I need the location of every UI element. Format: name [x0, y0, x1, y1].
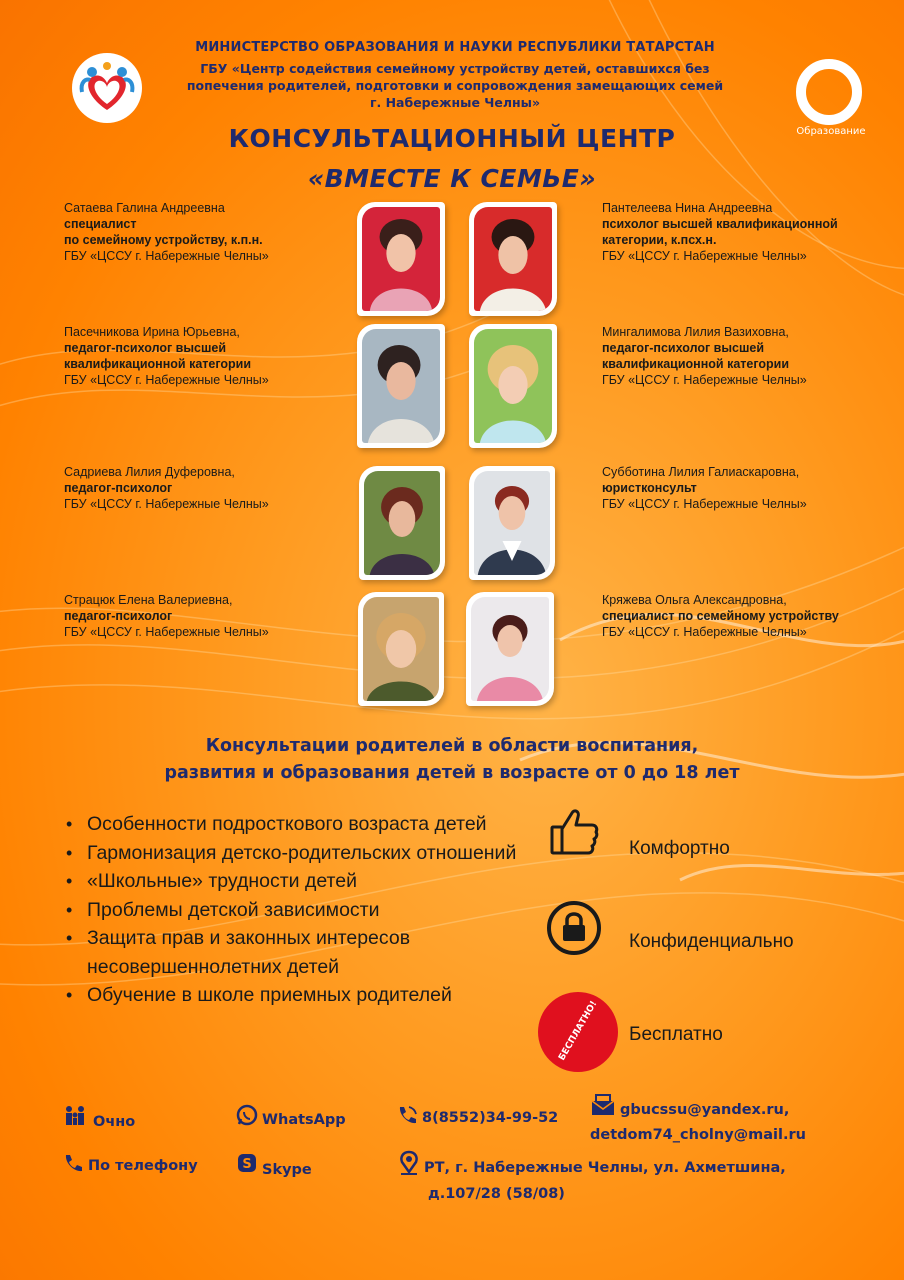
staff-photo	[358, 592, 444, 706]
staff-photo	[469, 324, 557, 448]
staff-role: педагог-психолог	[64, 609, 173, 623]
staff-card	[64, 200, 354, 264]
staff-role: специалист по семейному устройству	[602, 609, 839, 623]
phone-call-icon	[62, 1152, 84, 1174]
staff-role: специалист по семейному устройству, к.п.н.	[64, 217, 263, 247]
list-item: • «Школьные» трудности детей	[64, 867, 534, 896]
contact-skype: Skype	[262, 1162, 312, 1178]
staff-card	[64, 324, 354, 388]
staff-name: Субботина Лилия Галиаскаровна,	[602, 465, 800, 479]
staff-photo	[469, 202, 557, 316]
staff-role: психолог высшей квалификационной категории, к.псх.н.	[602, 217, 838, 247]
center-logo-icon	[66, 52, 148, 124]
svg-text:S: S	[242, 1157, 252, 1172]
feature-label: Конфиденциально	[629, 931, 794, 952]
list-item: • Проблемы детской зависимости	[64, 896, 534, 925]
staff-role: педагог-психолог	[64, 481, 173, 495]
stamp-text: БЕСПЛАТНО!	[557, 999, 600, 1063]
staff-photo	[359, 466, 445, 580]
organization-heading	[150, 60, 760, 111]
page-title: КОНСУЛЬТАЦИОННЫЙ ЦЕНТР	[228, 124, 676, 153]
organization-line: попечения родителей, подготовки и сопровождения замещающих семей	[186, 78, 724, 93]
topics-list	[64, 810, 534, 1010]
location-pin-icon	[398, 1150, 420, 1176]
staff-name: Пасечникова Ирина Юрьевна,	[64, 325, 240, 339]
staff-organization: ГБУ «ЦССУ г. Набережные Челны»	[602, 373, 807, 387]
staff-card	[602, 464, 892, 512]
staff-role: педагог-психолог высшей квалификационной категории	[602, 341, 790, 371]
thumbs-up-icon	[548, 805, 600, 857]
staff-card	[602, 324, 892, 388]
staff-organization: ГБУ «ЦССУ г. Набережные Челны»	[602, 249, 807, 263]
staff-name: Мингалимова Лилия Вазиховна,	[602, 325, 789, 339]
list-item: • Особенности подросткового возраста детей	[64, 810, 534, 839]
staff-organization: ГБУ «ЦССУ г. Набережные Челны»	[602, 497, 807, 511]
staff-photo	[466, 592, 554, 706]
contact-in-person: Очно	[93, 1114, 136, 1130]
list-item: • Защита прав и законных интересов несовершеннолетних детей	[64, 924, 534, 981]
staff-name: Пантелеева Нина Андреевна	[602, 201, 773, 215]
feature-label: Бесплатно	[629, 1024, 723, 1045]
staff-organization: ГБУ «ЦССУ г. Набережные Челны»	[64, 373, 269, 387]
staff-name: Сатаева Галина Андреевна	[64, 201, 225, 215]
skype-icon	[236, 1152, 258, 1174]
contact-email[interactable]: detdom74_cholny@mail.ru	[590, 1127, 806, 1143]
staff-role: юристконсульт	[602, 481, 697, 495]
list-item: • Гармонизация детско-родительских отношений	[64, 839, 534, 868]
contact-by-phone: По телефону	[88, 1158, 198, 1174]
staff-name: Страцюк Елена Валериевна,	[64, 593, 233, 607]
email-icon	[590, 1093, 616, 1117]
staff-photo	[469, 466, 555, 580]
whatsapp-icon	[236, 1104, 258, 1126]
staff-organization: ГБУ «ЦССУ г. Набережные Челны»	[64, 249, 269, 263]
ministry-heading: МИНИСТЕРСТВО ОБРАЗОВАНИЯ И НАУКИ РЕСПУБЛИКИ ТАТАРСТАН	[195, 40, 715, 55]
staff-name: Садриева Лилия Дуферовна,	[64, 465, 235, 479]
staff-name: Кряжева Ольга Александровна,	[602, 593, 787, 607]
contact-phone[interactable]: 8(8552)34-99-52	[422, 1110, 559, 1126]
education-logo-text: Образование	[796, 126, 866, 137]
staff-card	[602, 200, 892, 264]
contact-address: РТ, г. Набережные Челны, ул. Ахметшина,	[424, 1160, 786, 1176]
consultation-heading-line: развития и образования детей в возрасте от 0 до 18 лет	[164, 763, 740, 783]
organization-line: г. Набережные Челны»	[369, 95, 541, 110]
organization-line: ГБУ «Центр содействия семейному устройству детей, оставшихся без	[200, 61, 710, 76]
staff-card	[64, 464, 354, 512]
free-stamp-icon	[536, 990, 620, 1074]
contact-whatsapp: WhatsApp	[262, 1112, 346, 1128]
feature-label: Комфортно	[629, 838, 730, 859]
consultation-heading-line: Консультации родителей в области воспитания,	[205, 736, 699, 756]
lock-icon	[546, 900, 602, 956]
staff-photo	[357, 202, 445, 316]
staff-card	[602, 592, 892, 640]
staff-organization: ГБУ «ЦССУ г. Набережные Челны»	[64, 497, 269, 511]
phone-icon	[396, 1104, 418, 1126]
staff-photo	[357, 324, 445, 448]
staff-organization: ГБУ «ЦССУ г. Набережные Челны»	[602, 625, 807, 639]
list-item: • Обучение в школе приемных родителей	[64, 981, 534, 1010]
staff-card	[64, 592, 354, 640]
contact-address: д.107/28 (58/08)	[428, 1186, 565, 1202]
staff-role: педагог-психолог высшей квалификационной категории	[64, 341, 252, 371]
page-subtitle: «ВМЕСТЕ К СЕМЬЕ»	[307, 164, 597, 193]
contact-email[interactable]: gbucssu@yandex.ru,	[620, 1102, 790, 1118]
staff-organization: ГБУ «ЦССУ г. Набережные Челны»	[64, 625, 269, 639]
family-icon	[62, 1104, 88, 1128]
